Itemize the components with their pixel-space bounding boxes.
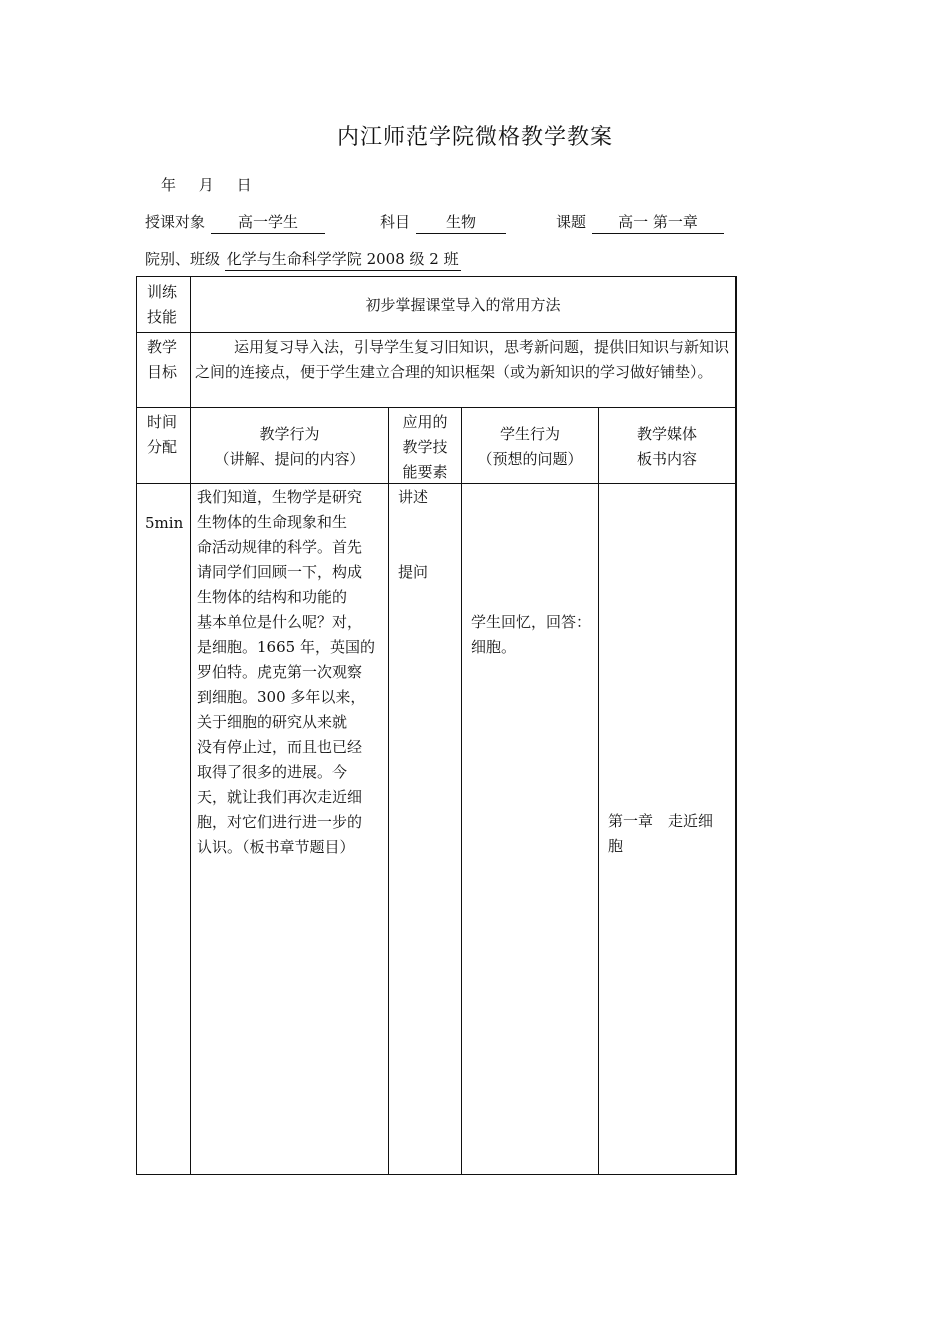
row-divider — [137, 407, 735, 408]
row-divider — [137, 332, 735, 333]
goal-value: 运用复习导入法，引导学生复习旧知识，思考新问题，提供旧知识与新知识之间的连接点，便于学生建立合理的知识框架（或为新知识的学习做好铺垫）。 — [195, 338, 730, 381]
column-divider — [190, 277, 191, 1174]
lesson-plan-table — [136, 276, 737, 1175]
skill-value: 初步掌握课堂导入的常用方法 — [365, 296, 561, 314]
board-content: 第一章 走近细 胞 — [608, 812, 714, 855]
skill-element-narrate: 讲述 — [398, 488, 429, 506]
date-month: 月 — [198, 176, 214, 194]
time-value: 5min — [145, 514, 184, 532]
date-year: 年 — [161, 176, 177, 194]
teaching-content: 我们知道，生物学是研究 生物体的生命现象和生 命活动规律的科学。首先 请同学们回顾一下，构成 生物体的结构和功能的 基本单位是什么呢？对， 是细胞。1665 年，英国的 罗伯特。虎克第一次观察 到细胞。300 多年以来， 关于细胞的研究从来就 没有停止过，而且也已经 取得了很多的进展。今 天，就让我们再次走近细 胞，对它们进行进一步的 认识。（板书章节题目） — [197, 488, 375, 856]
skill-label: 训练 技能 — [147, 283, 178, 326]
topic-label: 课题 — [556, 213, 587, 231]
department-label: 院别、班级 — [145, 250, 221, 268]
page-title: 内江师范学院微格教学教案 — [336, 125, 613, 150]
column-divider — [598, 407, 599, 1174]
course-target-label: 授课对象 — [145, 213, 206, 231]
department-field — [145, 248, 461, 271]
subject-field — [380, 211, 506, 234]
column-divider — [388, 407, 389, 1174]
subject-value: 生物 — [416, 211, 506, 234]
topic-field — [556, 211, 724, 234]
student-response: 学生回忆，回答： 细胞。 — [471, 613, 592, 656]
header-student-behavior: 学生行为 （预想的问题） — [477, 425, 583, 468]
skill-element-question: 提问 — [398, 563, 429, 581]
course-target-field — [145, 211, 325, 234]
subject-label: 科目 — [380, 213, 411, 231]
header-teaching-behavior: 教学行为 （讲解、提问的内容） — [214, 425, 365, 468]
header-time: 时间 分配 — [147, 413, 178, 456]
header-media-board: 教学媒体 板书内容 — [636, 425, 697, 468]
header-skill-elements: 应用的 教学技 能要素 — [402, 413, 448, 481]
department-value: 化学与生命科学学院 2008 级 2 班 — [225, 248, 461, 271]
course-target-value: 高一学生 — [211, 211, 325, 234]
goal-label: 教学 目标 — [147, 338, 178, 381]
date-line — [161, 174, 270, 195]
date-day: 日 — [236, 176, 252, 194]
topic-value: 高一 第一章 — [592, 211, 724, 234]
column-divider — [461, 407, 462, 1174]
